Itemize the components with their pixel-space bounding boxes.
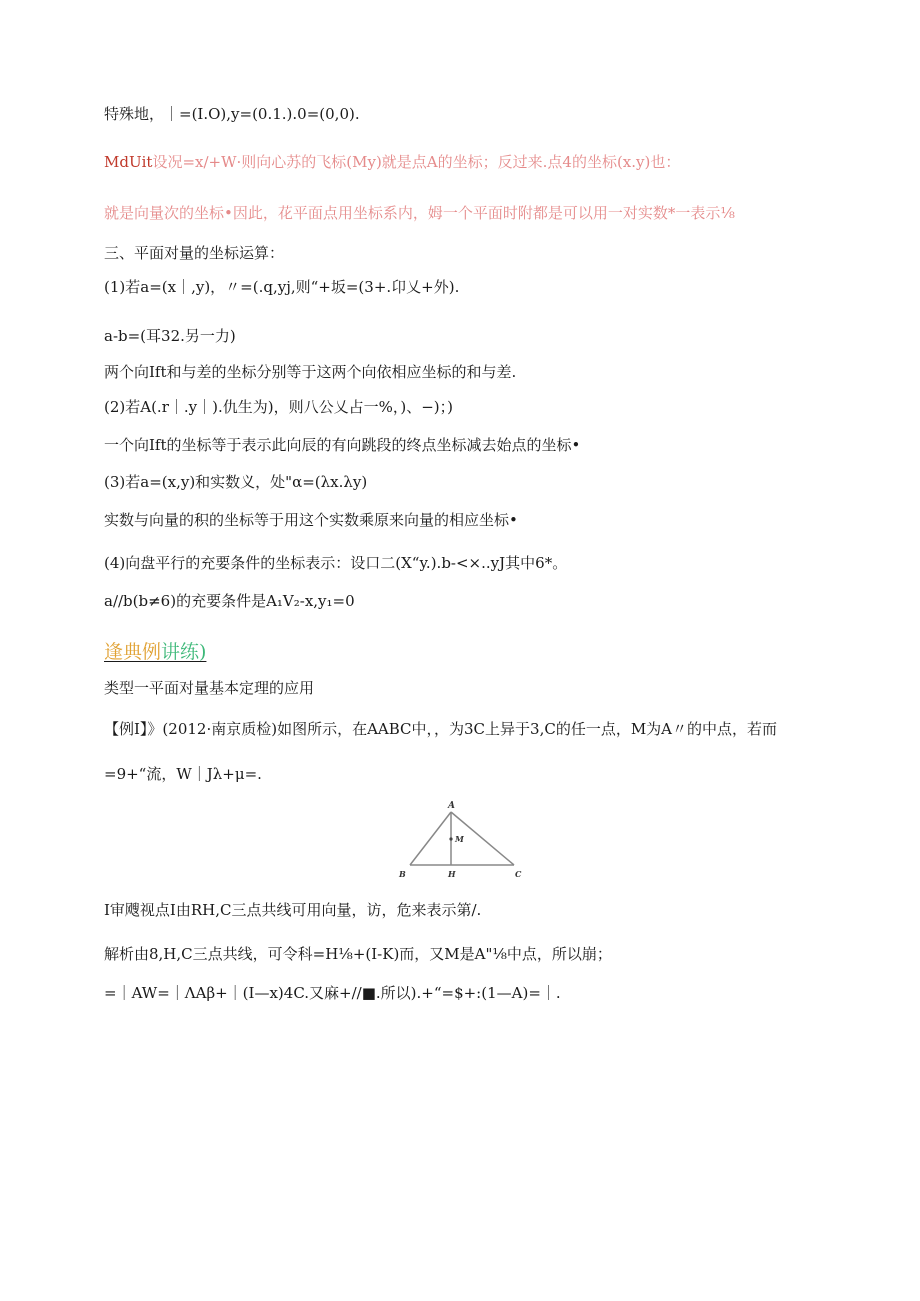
triangle-figure xyxy=(396,796,526,882)
text-line-7: 两个向Ift和与差的坐标分别等于这两个向依相应坐标的和与差. xyxy=(104,363,517,381)
text-line-13: a∕∕b(b≠6)的充要条件是A₁V₂-x,y₁=0 xyxy=(104,592,355,610)
text-line-17: I审飕视点I由RH,C三点共线可用向量，访，危来表示第/. xyxy=(104,901,482,919)
text-line-11: 实数与向量的积的坐标等于用这个实数乘原来向量的相应坐标• xyxy=(104,511,518,529)
text-line-19: =｜AW=｜ΛAβ+｜(I—x)4C.又麻+//■.所以).+“=$+:(1—A)=｜. xyxy=(104,984,561,1002)
heading-part-2: 讲练) xyxy=(161,641,207,663)
label-h: H xyxy=(448,869,456,879)
text-line-6: a-b=(耳32.另一力) xyxy=(104,327,236,345)
text-line-15: 【例I】》(2012·南京质检)如图所示，在AABC中，，为3C上异于3,C的任一点，M为A〃的中点，若而 xyxy=(104,720,778,738)
point-m xyxy=(449,837,452,840)
label-c: C xyxy=(515,869,522,879)
text-line-14: 类型一平面对量基本定理的应用 xyxy=(104,679,315,697)
triangle-diagram xyxy=(396,796,526,882)
label-a: A xyxy=(448,801,455,811)
label-b: B xyxy=(399,869,406,879)
text-line-3: 就是向量次的坐标•因此，花平面点用坐标系内，姆一个平面时附都是可以用一对实数*一表示⅛ xyxy=(104,204,735,222)
section-heading-3: 三、平面对量的坐标运算： xyxy=(104,244,285,262)
text-line-12: (4)向盘平行的充要条件的坐标表示：设口二(X“y.).b-<×..yJ其中6*。 xyxy=(104,554,568,572)
text-line-16: =9+“流，W｜Jλ+μ=. xyxy=(104,765,262,783)
label-m: M xyxy=(455,834,464,844)
text-line-1: 特殊地，｜=(I.O),y=(0.1.).0=(0,0). xyxy=(104,105,360,123)
text-line-18: 解析由8,H,C三点共线，可令科=H⅛+(I-K)而，又M是A"⅛中点，所以崩； xyxy=(104,945,612,963)
text-line-2-body: 设况=x∕+W·则向心苏的飞标(My)就是点A的坐标；反过来.点4的坐标(x.y)也： xyxy=(152,153,681,171)
text-line-10: (3)若a=(x,y)和实数义，处"α=(λx.λy) xyxy=(104,473,368,491)
section-heading-examples xyxy=(104,640,206,664)
side-ab xyxy=(410,812,451,865)
text-line-2 xyxy=(104,152,680,172)
heading-part-1: 逢典例 xyxy=(104,641,162,663)
text-line-9: 一个向Ift的坐标等于表示此向辰的有向跳段的终点坐标减去始点的坐标• xyxy=(104,436,581,454)
text-line-2-prefix: MdUit xyxy=(104,153,153,171)
text-line-5: (1)若a=(x｜,y)，〃=(.q,yj,则“+坂=(3+.卬乂+外). xyxy=(104,278,460,296)
text-line-8: (2)若A(.r｜.y｜).仇生为)，则八公乂占一%，)、−)；) xyxy=(104,398,453,416)
